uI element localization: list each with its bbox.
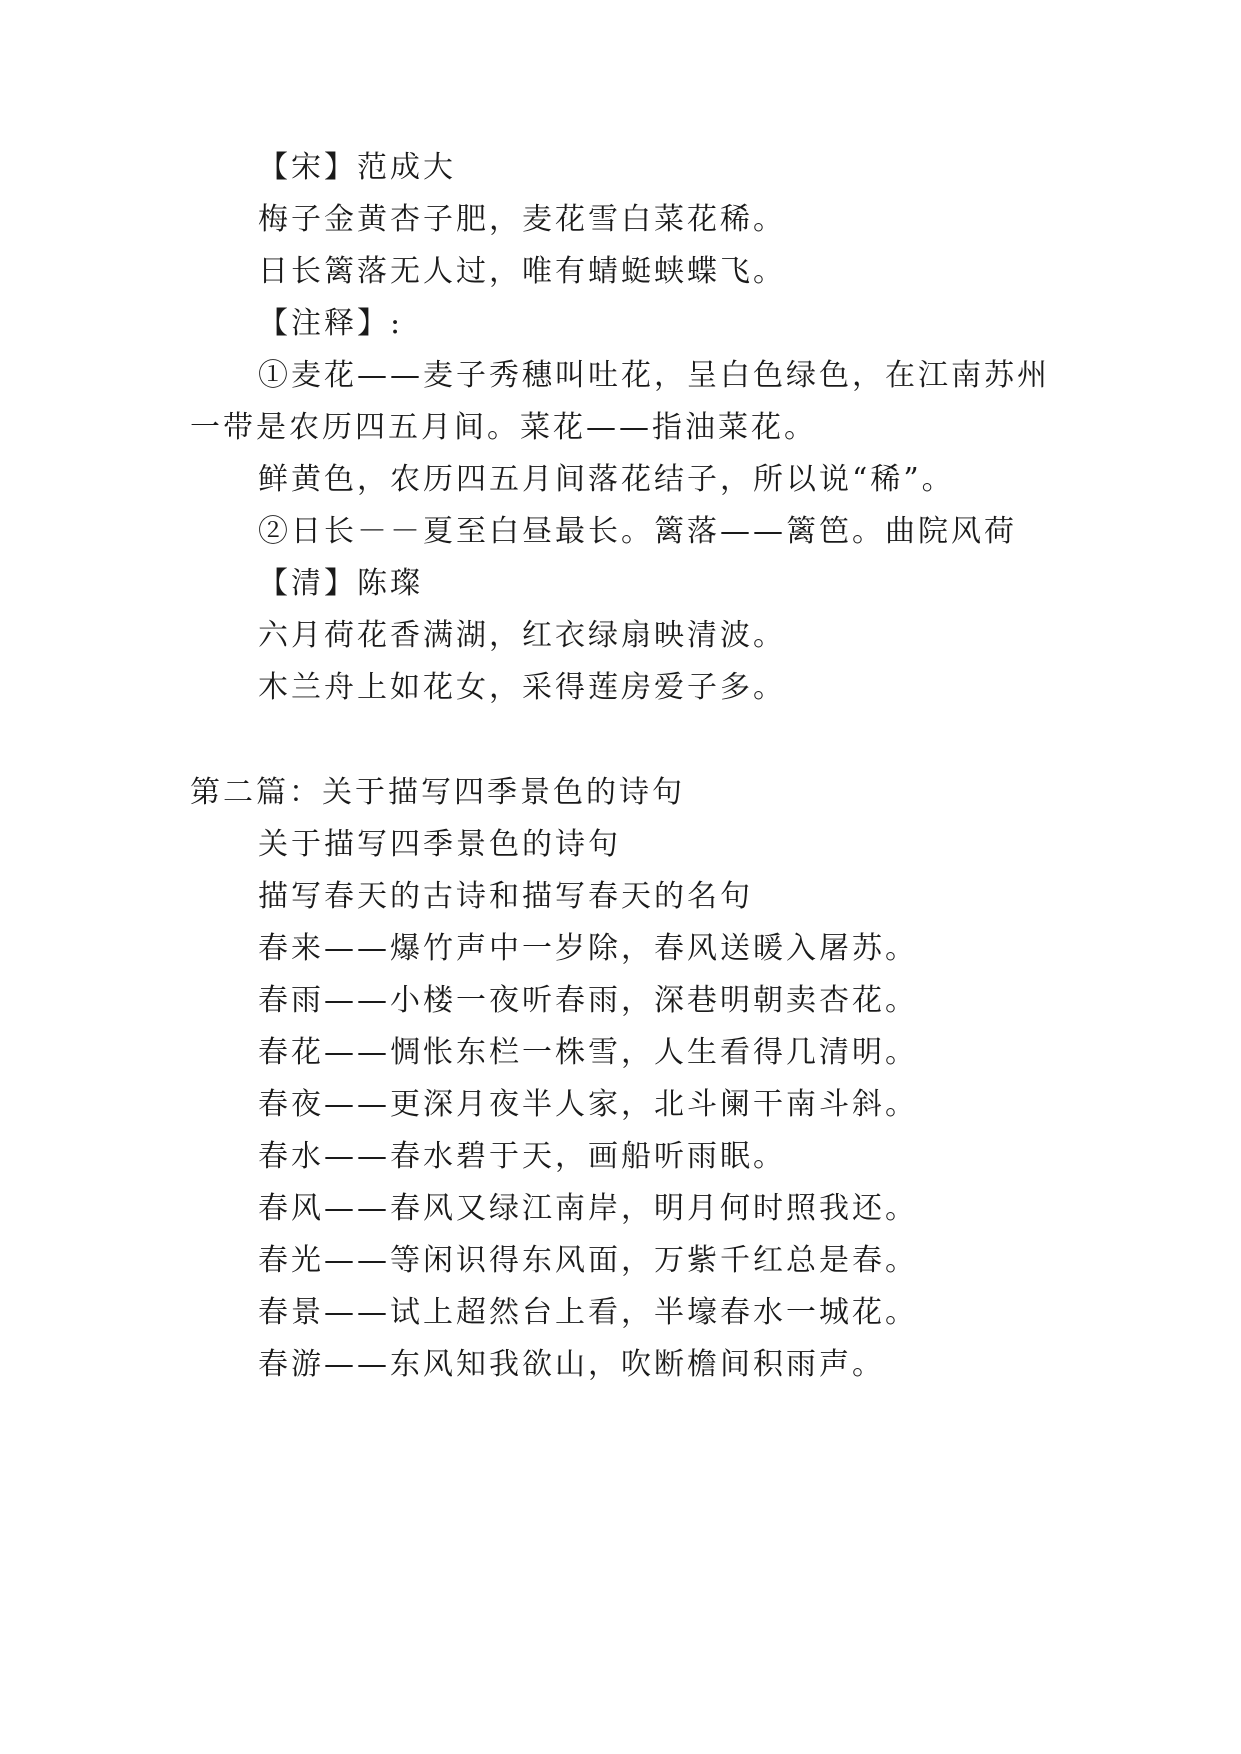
spring-line: 春景——试上超然台上看，半壕春水一城花。 — [258, 1295, 918, 1330]
spring-line: 春光——等闲识得东风面，万紫千红总是春。 — [258, 1243, 918, 1278]
poem1-line-1: 梅子金黄杏子肥，麦花雪白菜花稀。 — [258, 202, 786, 237]
note1-part-3: 鲜黄色，农历四五月间落花结子，所以说“稀”。 — [258, 462, 955, 497]
spring-line: 春夜——更深月夜半人家，北斗阑干南斗斜。 — [258, 1087, 918, 1122]
spring-line: 春游——东风知我欲山，吹断檐间积雨声。 — [258, 1347, 885, 1382]
spring-line: 春雨——小楼一夜听春雨，深巷明朝卖杏花。 — [258, 983, 918, 1018]
spring-line: 春来——爆竹声中一岁除，春风送暖入屠苏。 — [258, 931, 918, 966]
poem2-line-2: 木兰舟上如花女，采得莲房爱子多。 — [258, 670, 786, 705]
poem1-line-2: 日长篱落无人过，唯有蜻蜓蛱蝶飞。 — [258, 254, 786, 289]
poem2-line-1: 六月荷花香满湖，红衣绿扇映清波。 — [258, 618, 786, 653]
note1-part-2: 一带是农历四五月间。菜花——指油菜花。 — [190, 410, 817, 445]
notes-label: 【注释】: — [258, 306, 404, 341]
author-header-qing: 【清】陈璨 — [258, 566, 423, 601]
spring-line: 春水——春水碧于天，画船听雨眠。 — [258, 1139, 786, 1174]
note1-part-1: ①麦花——麦子秀穗叫吐花，呈白色绿色，在江南苏州 — [258, 358, 1050, 393]
section-heading: 第二篇：关于描写四季景色的诗句 — [190, 775, 685, 810]
spring-line: 春花——惆怅东栏一株雪，人生看得几清明。 — [258, 1035, 918, 1070]
note2: ②日长－－夏至白昼最长。篱落——篱笆。曲院风荷 — [258, 514, 1017, 549]
author-header-song: 【宋】范成大 — [258, 150, 456, 185]
section-intro: 描写春天的古诗和描写春天的名句 — [258, 879, 753, 914]
spring-line: 春风——春风又绿江南岸，明月何时照我还。 — [258, 1191, 918, 1226]
section-subtitle: 关于描写四季景色的诗句 — [258, 827, 621, 862]
